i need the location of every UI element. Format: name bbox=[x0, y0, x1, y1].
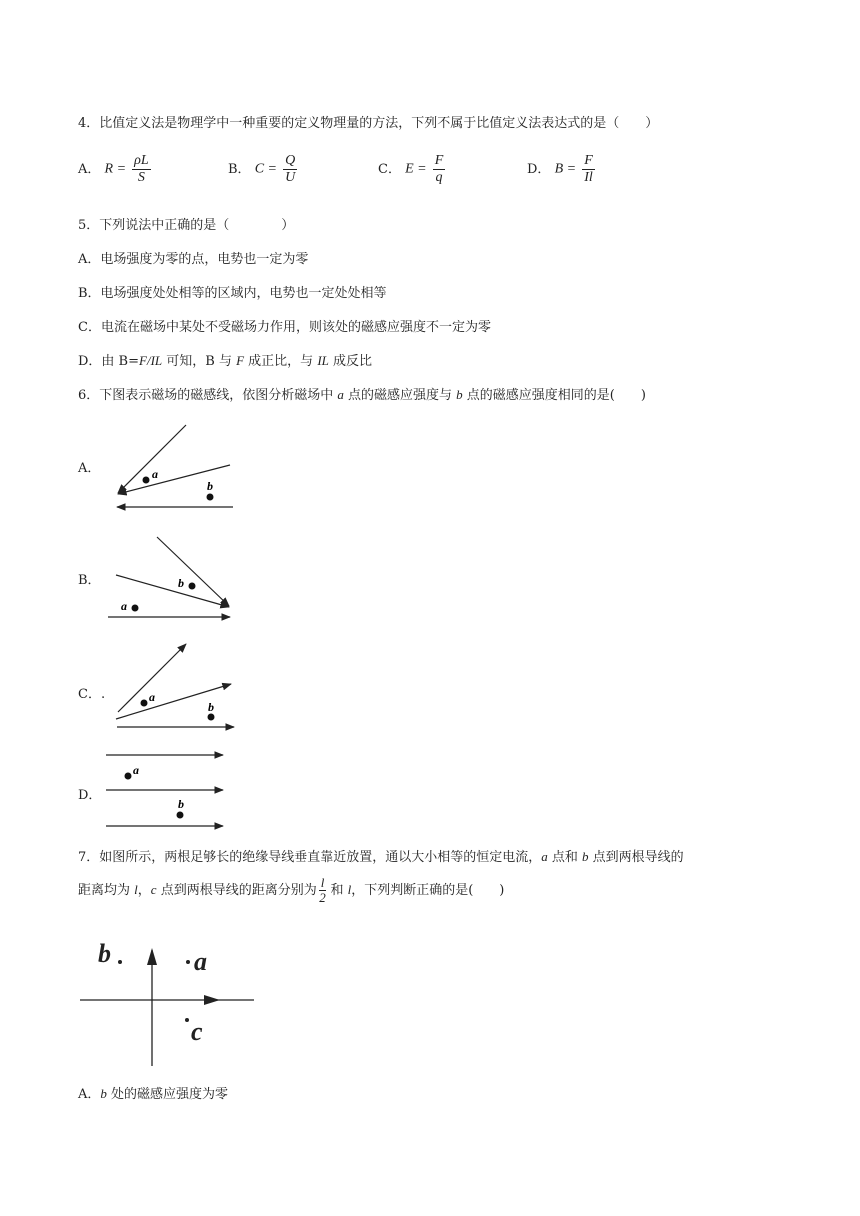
q5-stem: 5．下列说法中正确的是（ ） bbox=[78, 218, 295, 233]
q4-stem: 4．比值定义法是物理学中一种重要的定义物理量的方法，下列不属于比值定义法表达式的是（ ） bbox=[78, 116, 659, 131]
q4-option-d-fraction: $\frac{F}{Il}$ bbox=[584, 153, 593, 185]
q6-option-a-label: A． bbox=[78, 461, 101, 476]
q4-option-b-lhs: C = bbox=[254, 161, 277, 177]
q7-label-b: b bbox=[98, 939, 111, 968]
q6d-label-a: a bbox=[133, 763, 139, 777]
q6a-label-a: a bbox=[152, 467, 158, 481]
q7-fraction: $\frac{l}{2}$ bbox=[319, 875, 326, 905]
q4-option-d-lhs: B = bbox=[554, 161, 577, 177]
q7-point-b bbox=[118, 960, 122, 964]
q4-option-b-fraction: $\frac{Q}{U}$ bbox=[285, 153, 296, 185]
q7-point-a bbox=[186, 960, 190, 964]
q6d-label-b: b bbox=[178, 797, 184, 811]
q4-option-c-label: C． bbox=[378, 162, 401, 177]
q5-option-c: C．电流在磁场中某处不受磁场力作用，则该处的磁感应强度不一定为零 bbox=[78, 320, 491, 335]
q7-option-a: A．b 处的磁感应强度为零 bbox=[78, 1086, 229, 1102]
q6b-label-a: a bbox=[121, 599, 127, 613]
q6a-label-b: b bbox=[207, 479, 213, 493]
q6b-label-b: b bbox=[178, 576, 184, 590]
q6-option-d-label: D． bbox=[78, 788, 102, 803]
q6-option-c-label: C．. bbox=[78, 687, 106, 702]
q4-option-a-label: A． bbox=[78, 162, 101, 177]
q7-stem-line1: 7．如图所示，两根足够长的绝缘导线垂直靠近放置，通以大小相等的恒定电流，a 点和 b 点到两根导线的 bbox=[78, 849, 684, 865]
q4-option-a-fraction: $\frac{\rho L}{S}$ bbox=[134, 153, 149, 185]
q6c-label-b: b bbox=[208, 700, 214, 714]
q4-option-d-label: D． bbox=[527, 162, 551, 177]
q5-option-a: A．电场强度为零的点，电势也一定为零 bbox=[78, 252, 309, 267]
q6-option-b-label: B． bbox=[78, 573, 101, 588]
q7-stem-line2: 距离均为 l，c 点到两根导线的距离分别为 $\frac{l}{2}$ 和 l，下列判断正确的是( ) bbox=[78, 875, 505, 905]
q4-option-c-lhs: E = bbox=[405, 161, 427, 177]
q5-option-b: B．电场强度处处相等的区域内，电势也一定处处相等 bbox=[78, 286, 387, 301]
q6-stem: 6．下图表示磁场的磁感线，依图分析磁场中 a 点的磁感应强度与 b 点的磁感应强度相同的是( ) bbox=[78, 387, 646, 403]
q4-option-b-label: B． bbox=[228, 162, 251, 177]
q4-option-c-fraction: $\frac{F}{q}$ bbox=[434, 153, 444, 185]
q7-point-c bbox=[185, 1018, 189, 1022]
q4-option-a-lhs: R = bbox=[104, 161, 127, 177]
q7-label-c: c bbox=[191, 1017, 203, 1046]
q6c-label-a: a bbox=[149, 690, 155, 704]
q7-label-a: a bbox=[194, 947, 207, 976]
q5-option-d: D．由 B=F/IL 可知，B 与 F 成正比，与 IL 成反比 bbox=[78, 353, 373, 369]
